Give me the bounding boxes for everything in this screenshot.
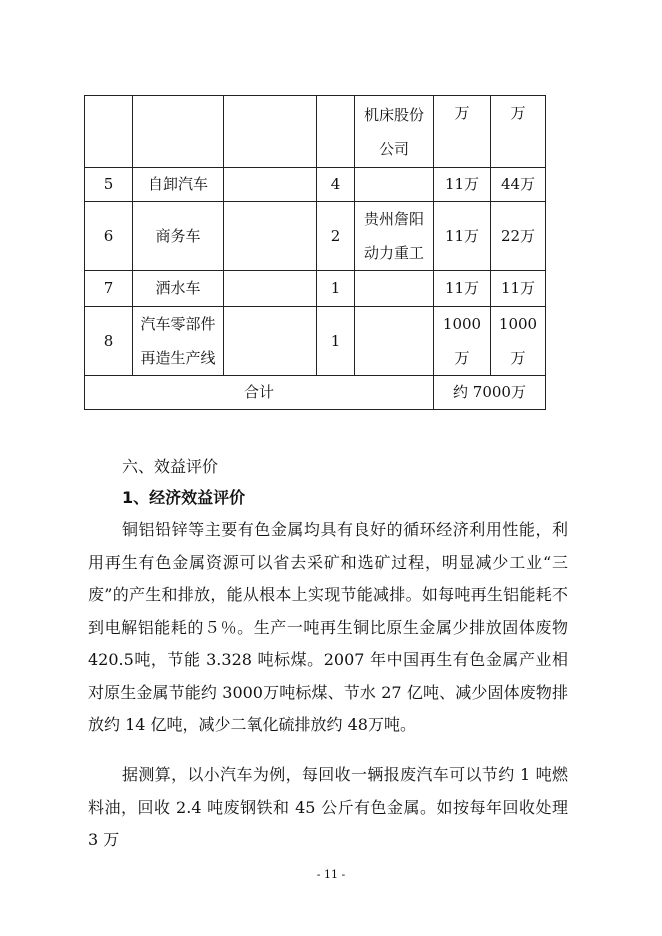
total-line: 万 bbox=[510, 349, 526, 367]
cell-supplier bbox=[355, 168, 434, 202]
cell-no: 7 bbox=[85, 271, 133, 307]
cell-total-price bbox=[491, 96, 546, 168]
supplier-line: 机床股份 bbox=[363, 105, 424, 124]
section-subheading: 1、经济效益评价 bbox=[122, 488, 246, 507]
cell-name: 洒水车 bbox=[133, 271, 224, 307]
cell-spec bbox=[224, 202, 317, 271]
cell-no: 6 bbox=[85, 202, 133, 271]
cell-supplier bbox=[355, 96, 434, 168]
cell-name bbox=[133, 96, 224, 168]
paragraph: 铜铝铅锌等主要有色金属均具有良好的循环经济利用性能，利用再生有色金属资源可以省去采矿和选矿过程，明显减少工业“三废”的产生和排放，能从根本上实现节能减排。如每吨再生铝能耗不到电解铝能耗的５％。生产一吨再生铜比原生金属少排放固体废物 420.5吨，节能 3.328 吨标煤。2007 年中国再生有色金属产业相对原生金属节能约 3000万吨标煤、节水 27 亿吨、减少固体废物排放约 14 亿吨，减少二氧化硫排放约 48万吨。 bbox=[88, 520, 568, 734]
cell-no: 5 bbox=[85, 168, 133, 202]
cell-unit-price bbox=[434, 307, 491, 376]
cell-qty bbox=[317, 96, 355, 168]
cell-unit-price: 11万 bbox=[434, 271, 491, 307]
unit-line: 1000 bbox=[442, 315, 482, 333]
cell-total-price: 22万 bbox=[491, 202, 546, 271]
cell-unit-price: 11万 bbox=[434, 168, 491, 202]
name-line: 再造生产线 bbox=[140, 349, 216, 367]
table-row bbox=[85, 307, 546, 376]
cell-name bbox=[133, 307, 224, 376]
cell-qty: 4 bbox=[317, 168, 355, 202]
name-line: 汽车零部件 bbox=[140, 315, 216, 333]
supplier-line: 动力重工 bbox=[363, 244, 424, 262]
cell-supplier bbox=[355, 271, 434, 307]
cell-total-price: 11万 bbox=[491, 271, 546, 307]
total-label: 合计 bbox=[85, 376, 434, 410]
cell-no: 8 bbox=[85, 307, 133, 376]
cell-qty: 1 bbox=[317, 271, 355, 307]
section-heading: 六、效益评价 bbox=[122, 457, 219, 476]
cell-total-price bbox=[491, 307, 546, 376]
cell-spec bbox=[224, 307, 317, 376]
table-row bbox=[85, 202, 546, 271]
cell-supplier bbox=[355, 307, 434, 376]
paragraph: 据测算，以小汽车为例，每回收一辆报废汽车可以节约 1 吨燃料油，回收 2.4 吨废钢铁和 45 公斤有色金属。如按每年回收处理 3 万 bbox=[88, 765, 568, 849]
cell-name: 商务车 bbox=[133, 202, 224, 271]
cell-supplier bbox=[355, 202, 434, 271]
unit-line: 万 bbox=[454, 104, 470, 122]
cell-no bbox=[85, 96, 133, 168]
cell-spec bbox=[224, 96, 317, 168]
cell-total-price: 44万 bbox=[491, 168, 546, 202]
cell-name: 自卸汽车 bbox=[133, 168, 224, 202]
table-row-continued bbox=[85, 96, 546, 168]
total-line: 万 bbox=[510, 104, 526, 122]
cell-qty: 1 bbox=[317, 307, 355, 376]
table-row bbox=[85, 271, 546, 307]
cell-spec bbox=[224, 168, 317, 202]
table-row bbox=[85, 168, 546, 202]
table-total-row bbox=[85, 376, 546, 410]
page-number: - 11 - bbox=[316, 868, 346, 881]
total-line: 1000 bbox=[498, 315, 538, 333]
supplier-line: 公司 bbox=[378, 139, 409, 158]
total-value: 约 7000万 bbox=[434, 376, 546, 410]
cell-unit-price bbox=[434, 96, 491, 168]
supplier-line: 贵州詹阳 bbox=[363, 210, 424, 228]
cell-unit-price: 11万 bbox=[434, 202, 491, 271]
cell-spec bbox=[224, 271, 317, 307]
cell-qty: 2 bbox=[317, 202, 355, 271]
equipment-table bbox=[84, 95, 546, 410]
unit-line: 万 bbox=[454, 349, 470, 367]
